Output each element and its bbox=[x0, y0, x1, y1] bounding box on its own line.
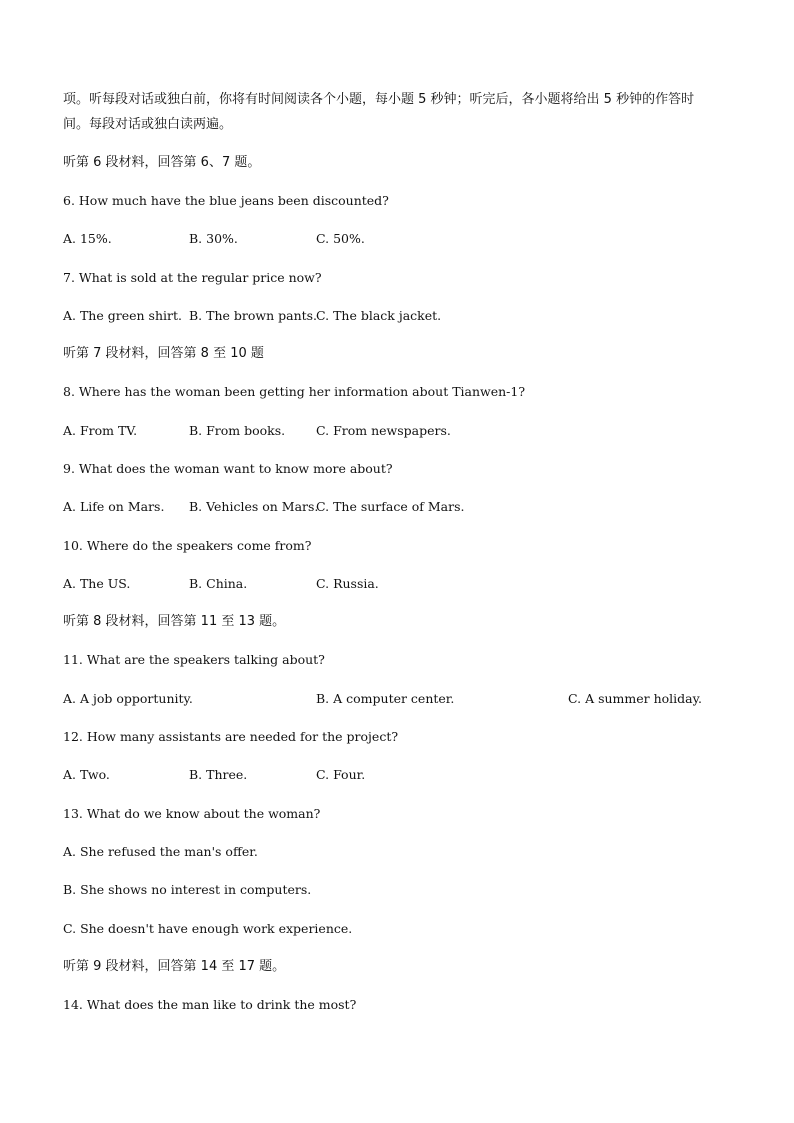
question-8: 8. Where has the woman been getting her information about Tianwen-1? bbox=[63, 384, 526, 399]
options-row-7 bbox=[0, 308, 794, 324]
option-b: B. Three. bbox=[189, 767, 248, 782]
options-row-11 bbox=[0, 691, 794, 707]
option-a: A. A job opportunity. bbox=[63, 691, 193, 706]
option-b: B. She shows no interest in computers. bbox=[63, 882, 312, 897]
section-heading-7: 听第 7 段材料，回答第 8 至 10 题 bbox=[63, 346, 264, 361]
option-a: A. Two. bbox=[63, 767, 110, 782]
option-c: C. The black jacket. bbox=[316, 308, 442, 323]
option-c: C. A summer holiday. bbox=[568, 691, 702, 706]
section-heading-9: 听第 9 段材料，回答第 14 至 17 题。 bbox=[63, 959, 286, 974]
option-c: C. Russia. bbox=[316, 576, 379, 591]
option-a: A. The US. bbox=[63, 576, 131, 591]
question-14: 14. What does the man like to drink the most? bbox=[63, 997, 357, 1012]
option-a: A. 15%. bbox=[63, 231, 112, 246]
option-c: C. The surface of Mars. bbox=[316, 499, 465, 514]
option-a: A. Life on Mars. bbox=[63, 499, 165, 514]
option-b: B. From books. bbox=[189, 423, 286, 438]
option-c: C. From newspapers. bbox=[316, 423, 451, 438]
options-row-8 bbox=[0, 423, 794, 439]
option-c: C. 50%. bbox=[316, 231, 365, 246]
option-b: B. A computer center. bbox=[316, 691, 455, 706]
option-c: C. Four. bbox=[316, 767, 366, 782]
option-c: C. She doesn't have enough work experience. bbox=[63, 921, 353, 936]
option-b: B. Vehicles on Mars. bbox=[189, 499, 319, 514]
section-heading-8: 听第 8 段材料，回答第 11 至 13 题。 bbox=[63, 614, 286, 629]
options-row-6 bbox=[0, 231, 794, 247]
option-b: B. 30%. bbox=[189, 231, 238, 246]
question-7: 7. What is sold at the regular price now? bbox=[63, 270, 322, 285]
option-a: A. From TV. bbox=[63, 423, 138, 438]
options-row-9 bbox=[0, 499, 794, 515]
instructions-line-1: 项。听每段对话或独白前，你将有时间阅读各个小题，每小题 5 秒钟；听完后，各小题将给出 5 秒钟的作答时 bbox=[63, 92, 695, 107]
instructions-line-2: 间。每段对话或独白读两遍。 bbox=[63, 117, 233, 132]
options-row-10 bbox=[0, 576, 794, 592]
option-b: B. China. bbox=[189, 576, 248, 591]
question-6: 6. How much have the blue jeans been discounted? bbox=[63, 193, 389, 208]
option-a: A. The green shirt. bbox=[63, 308, 182, 323]
option-a: A. She refused the man's offer. bbox=[63, 844, 258, 859]
section-heading-6: 听第 6 段材料，回答第 6、7 题。 bbox=[63, 155, 261, 170]
question-11: 11. What are the speakers talking about? bbox=[63, 652, 325, 667]
options-row-12 bbox=[0, 767, 794, 783]
question-12: 12. How many assistants are needed for the project? bbox=[63, 729, 399, 744]
question-9: 9. What does the woman want to know more about? bbox=[63, 461, 393, 476]
option-b: B. The brown pants. bbox=[189, 308, 318, 323]
question-13: 13. What do we know about the woman? bbox=[63, 806, 321, 821]
question-10: 10. Where do the speakers come from? bbox=[63, 538, 312, 553]
